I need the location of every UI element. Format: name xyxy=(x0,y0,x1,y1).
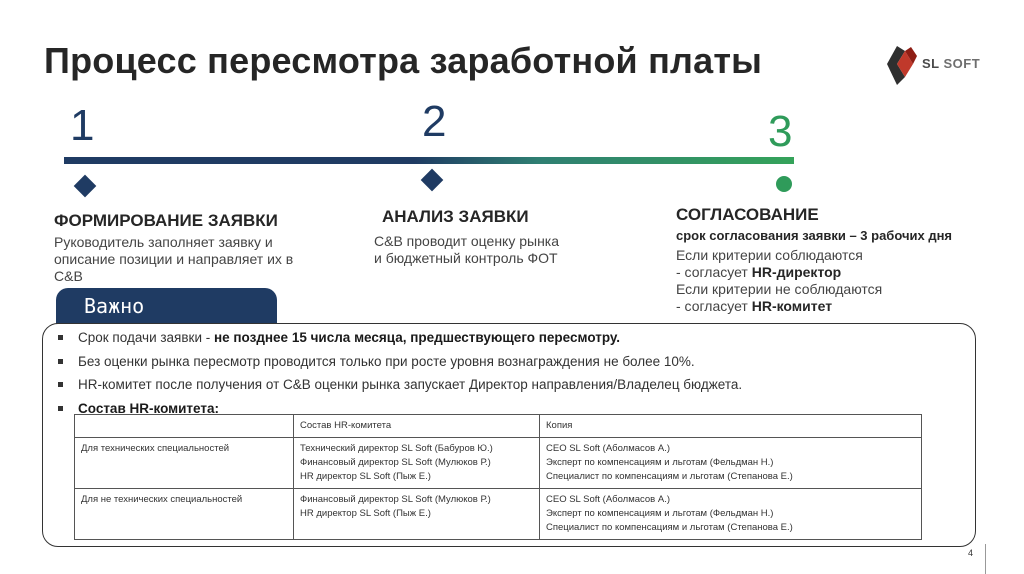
step-1-description: Руководитель заполняет заявку и описание позиции и направляет их в С&В xyxy=(54,234,294,284)
step-3-line: - согласует HR-комитет xyxy=(676,298,833,314)
table-row xyxy=(75,438,922,489)
step-2-description: С&В проводит оценку рынка и бюджетный контроль ФОТ xyxy=(374,233,560,266)
step-3-line: Если критерии соблюдаются xyxy=(676,247,863,263)
table-header-cell: Состав HR-комитета xyxy=(294,415,540,438)
step-1-number: 1 xyxy=(70,101,95,150)
list-item: Состав HR-комитета: xyxy=(56,397,956,421)
bullet-square-icon xyxy=(58,382,63,387)
table-cell-category: Для не технических специальностей xyxy=(75,489,294,540)
logo-text xyxy=(922,56,980,71)
list-item: HR-комитет после получения от С&В оценки рынка запускает Директор направления/Владелец бюджета. xyxy=(56,373,956,397)
step-3-number: 3 xyxy=(768,107,793,156)
step-3-line: - согласует HR-директор xyxy=(676,264,842,280)
table-header-cell xyxy=(75,415,294,438)
table-row xyxy=(75,489,922,540)
step-2-title: АНАЛИЗ ЗАЯВКИ xyxy=(382,207,529,226)
step-3-description xyxy=(676,247,976,315)
step-3-line: Если критерии не соблюдаются xyxy=(676,281,883,297)
bullet-square-icon xyxy=(58,406,63,411)
step-3-subtitle: срок согласования заявки – 3 рабочих дня xyxy=(676,228,953,243)
table-cell-category: Для технических специальностей xyxy=(75,438,294,489)
step-3-title: СОГЛАСОВАНИЕ xyxy=(676,205,819,224)
table-header-cell: Копия xyxy=(540,415,922,438)
bullet-square-icon xyxy=(58,335,63,340)
step-1-diamond-icon xyxy=(74,175,97,198)
timeline-bar xyxy=(64,157,794,164)
list-item: Без оценки рынка пересмотр проводится только при росте уровня вознаграждения не более 10%. xyxy=(56,350,956,374)
hr-committee-table xyxy=(74,414,922,540)
table-cell-copy: CEO SL Soft (Аболмасов А.) Эксперт по компенсациям и льготам (Фельдман Н.) Специалист по компенсациям и льготам (Степанова Е.) xyxy=(540,489,922,540)
table-cell-members: Технический директор SL Soft (Бабуров Ю.) Финансовый директор SL Soft (Мулюков Р.) HR директор SL Soft (Пыж Е.) xyxy=(294,438,540,489)
table-header-row xyxy=(75,415,922,438)
page-number: 4 xyxy=(968,548,974,558)
logo-suffix: SOFT xyxy=(943,56,981,71)
page-number-divider xyxy=(985,544,986,574)
step-3-dot-icon xyxy=(776,176,792,192)
step-2-diamond-icon xyxy=(421,169,444,192)
important-bullets xyxy=(56,326,956,420)
list-item: Срок подачи заявки - не позднее 15 числа месяца, предшествующего пересмотру. xyxy=(56,326,956,350)
table-cell-copy: CEO SL Soft (Аболмасов А.) Эксперт по компенсациям и льготам (Фельдман Н.) Специалист по компенсациям и льготам (Степанова Е.) xyxy=(540,438,922,489)
step-1-title: ФОРМИРОВАНИЕ ЗАЯВКИ xyxy=(54,211,278,230)
page-title: Процесс пересмотра заработной платы xyxy=(44,40,763,81)
step-2-number: 2 xyxy=(422,97,447,146)
table-cell-members: Финансовый директор SL Soft (Мулюков Р.) HR директор SL Soft (Пыж Е.) xyxy=(294,489,540,540)
logo-brand: SL xyxy=(922,56,940,71)
important-label: Важно xyxy=(84,294,145,318)
bullet-square-icon xyxy=(58,359,63,364)
